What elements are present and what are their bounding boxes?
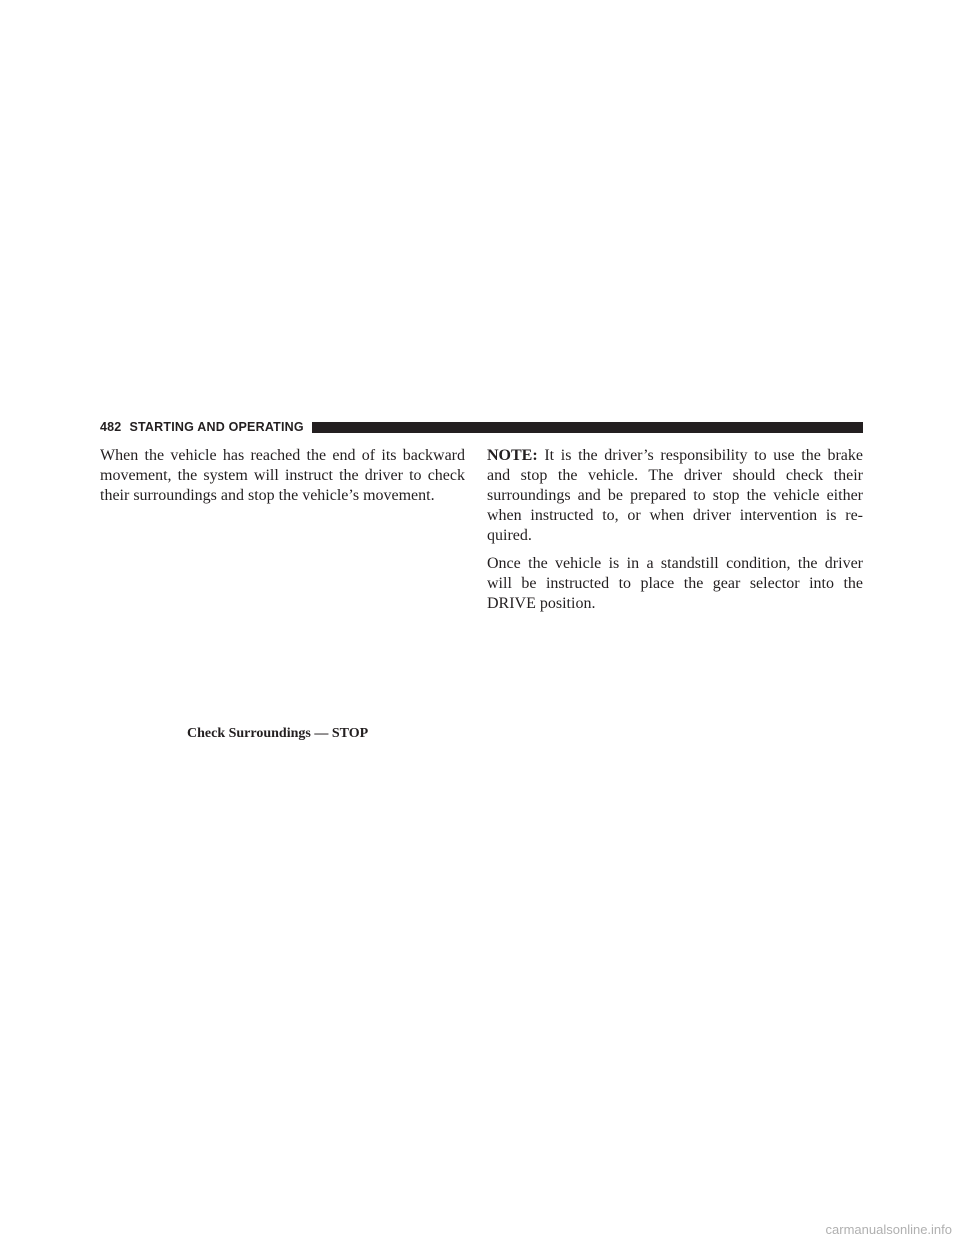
text-line: DRIVE position.: [487, 595, 596, 612]
note-text: It is the driver’s responsibility to use the brake: [544, 447, 863, 464]
backward-movement-paragraph: [100, 446, 465, 506]
text-line: [487, 446, 863, 466]
figure-caption: Check Surroundings — STOP: [187, 726, 369, 741]
text-line: Once the vehicle is in a standstill condition, the driver: [487, 555, 863, 572]
standstill-paragraph: [487, 554, 863, 614]
text-line: and stop the vehicle. The driver should check their: [487, 467, 863, 484]
text-line: will be instructed to place the gear selector into the: [487, 575, 863, 592]
note-paragraph: [487, 446, 863, 546]
text-line: quired.: [487, 527, 532, 544]
page-number: 482: [100, 420, 122, 434]
left-column: [100, 446, 465, 514]
text-line: movement, the system will instruct the driver to check: [100, 467, 465, 484]
header-rule: [312, 422, 863, 433]
text-line: their surroundings and stop the vehicle’s movement.: [100, 487, 435, 504]
note-label: NOTE:: [487, 447, 538, 464]
text-line: When the vehicle has reached the end of its backward: [100, 447, 465, 464]
section-title: STARTING AND OPERATING: [129, 420, 304, 434]
right-column: [487, 446, 863, 622]
page-header: [100, 420, 863, 434]
text-line: when instructed to, or when driver intervention is re-: [487, 507, 863, 524]
watermark: carmanualsonline.info: [825, 1222, 952, 1237]
text-line: surroundings and be prepared to stop the vehicle either: [487, 487, 863, 504]
